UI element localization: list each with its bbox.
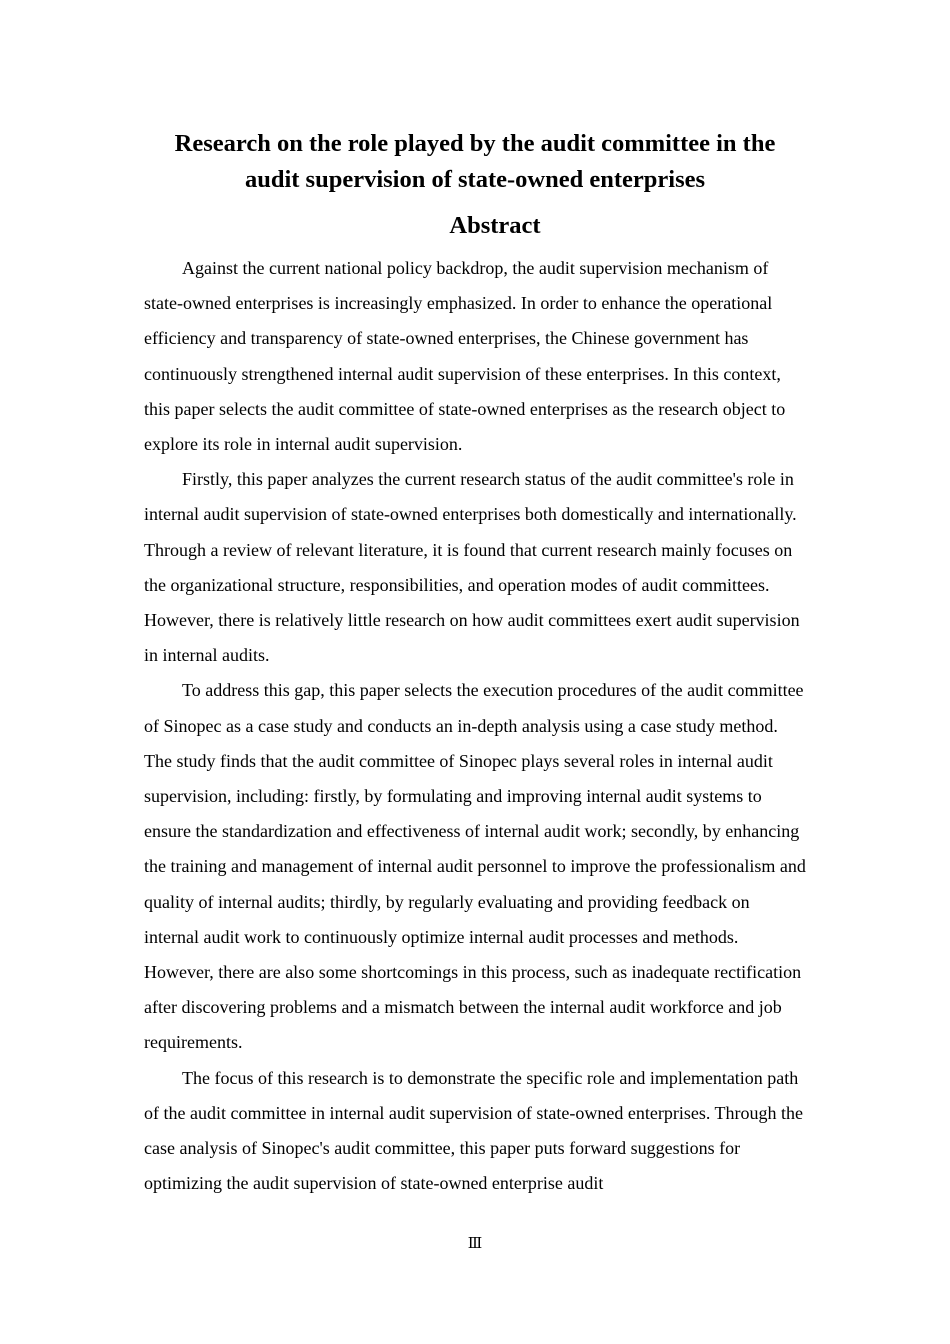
paper-title-line-2: audit supervision of state-owned enterprises <box>244 166 706 193</box>
abstract-heading: Abstract <box>449 212 541 239</box>
abstract-body <box>144 251 808 1201</box>
paper-title-line-1: Research on the role played by the audit committee in the <box>174 130 776 157</box>
paper-title <box>130 126 820 198</box>
abstract-paragraph-3: To address this gap, this paper selects the execution procedures of the audit committee of Sinopec as a case study and conducts an in-depth analysis using a case study method. The study finds that the audit committee of Sinopec plays several roles in internal audit supervision, including: firstly, by formulating and improving internal audit systems to ensure the standardization and effectiveness of internal audit work; secondly, by enhancing the training and management of internal audit personnel to improve the professionalism and quality of internal audits; thirdly, by regularly evaluating and providing feedback on internal audit work to continuously optimize internal audit processes and methods. However, there are also some shortcomings in this process, such as inadequate rectification after discovering problems and a mismatch between the internal audit workforce and job requirements. <box>144 680 806 1053</box>
abstract-paragraph-1: Against the current national policy backdrop, the audit supervision mechanism of state-owned enterprises is increasingly emphasized. In order to enhance the operational efficiency and transparency of state-owned enterprises, the Chinese government has continuously strengthened internal audit supervision of these enterprises. In this context, this paper selects the audit committee of state-owned enterprises as the research object to explore its role in internal audit supervision. <box>144 258 786 455</box>
page-number: Ⅲ <box>467 1236 483 1252</box>
abstract-paragraph-2: Firstly, this paper analyzes the current research status of the audit committee's role in internal audit supervision of state-owned enterprises both domestically and internationally. Through a review of relevant literature, it is found that current research mainly focuses on the organizational structure, responsibilities, and operation modes of audit committees. However, there is relatively little research on how audit committees exert audit supervision in internal audits. <box>144 469 800 666</box>
abstract-paragraph-4: The focus of this research is to demonstrate the specific role and implementation path of the audit committee in internal audit supervision of state-owned enterprises. Through the case analysis of Sinopec's audit committee, this paper puts forward suggestions for optimizing the audit supervision of state-owned enterprise audit <box>144 1067 803 1194</box>
